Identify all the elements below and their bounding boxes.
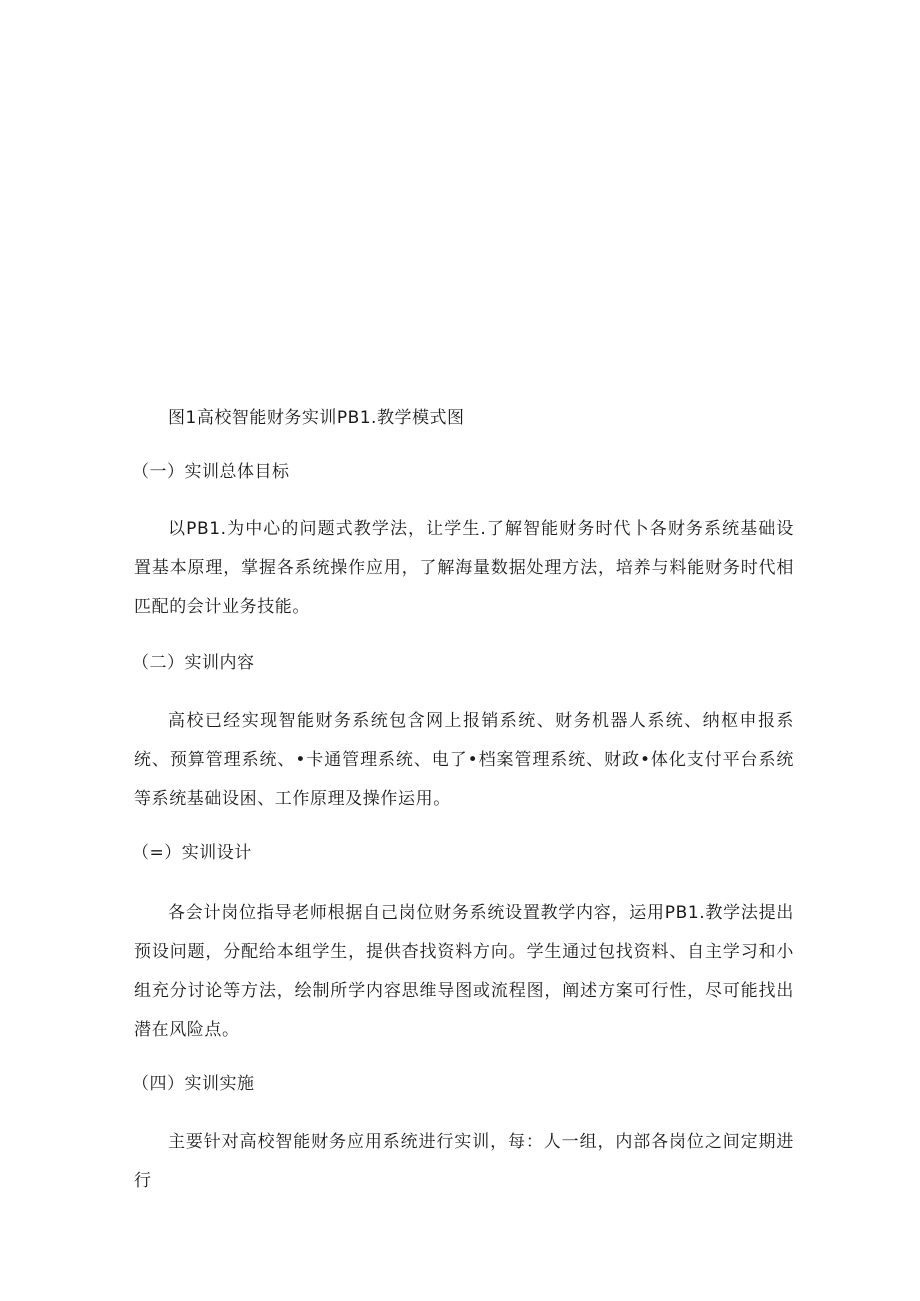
section-heading-4: （四）实训实施	[132, 1074, 255, 1094]
section-paragraph-4	[134, 1123, 794, 1201]
paragraph-text: 各会计岗位指导老师根据自己岗位财务系统设置教学内容，运用PB1.教学法提出预设问题，分配给本组学生，提供杳找资料方向。学生通过包找资料、自主学习和小组充分讨论等方法，绘制所学内容思维导图或流程图，阐述方案可行性，尽可能找出潜在风险点。	[134, 903, 794, 1040]
section-heading-2: （二）实训内容	[132, 653, 255, 673]
section-heading-3: （=）实训设计	[132, 843, 252, 863]
paragraph-text: 主要针对高校智能财务应用系统进行实训，每：人一组，内部各岗位之间定期进行	[134, 1132, 794, 1191]
paragraph-text: 以PB1.为中心的问题式教学法，让学生.了解智能财务时代卜各财务系统基础设置基本原理，掌握各系统操作应用，了解海量数据处理方法，培养与料能财务时代相匹配的会计业务技能。	[134, 519, 794, 617]
figure-caption: 图1高校智能财务实训PB1.教学模式图	[168, 408, 465, 428]
paragraph-text: 高校已经实现智能财务系统包含网上报销系统、财务机器人系统、纳枢申报系统、预算管理系统、•卡通管理系统、电了•档案管理系统、财政•体化支付平台系统等系统基础设困、工作原理及操作运用。	[134, 711, 794, 809]
section-heading-1: （一）实训总体目标	[132, 462, 290, 482]
section-paragraph-2	[134, 702, 794, 819]
section-paragraph-1	[134, 510, 794, 627]
section-paragraph-3	[134, 894, 794, 1050]
